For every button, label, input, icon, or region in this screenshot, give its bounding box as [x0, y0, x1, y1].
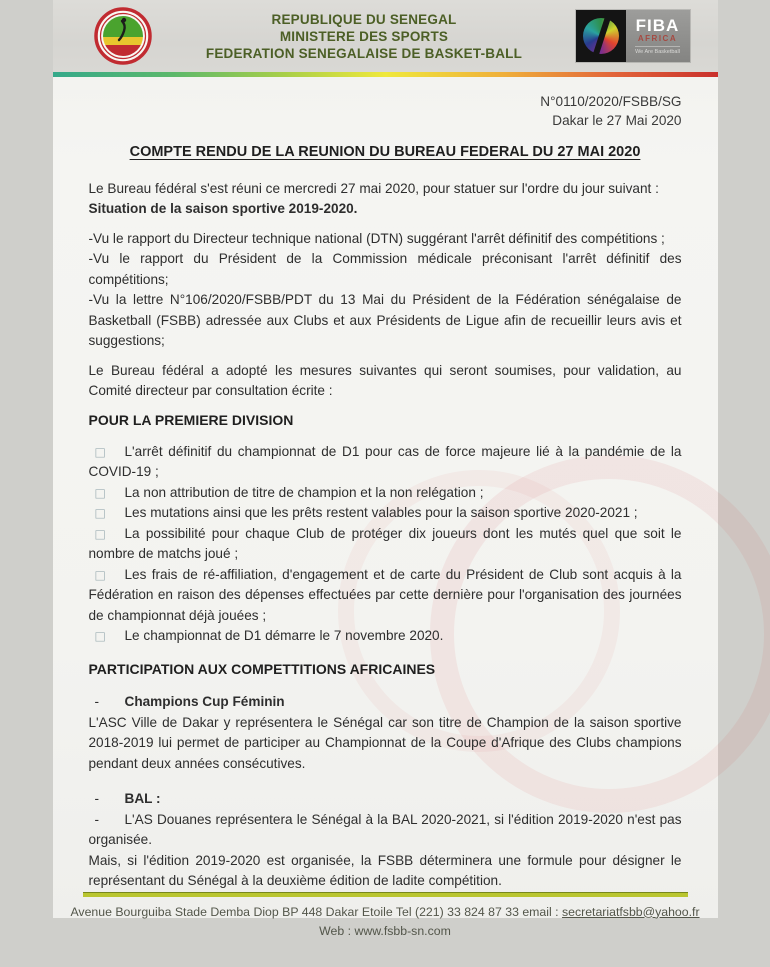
bal-item-text: L'AS Douanes représentera le Sénégal à la BAL 2020-2021, si l'édition 2019-2020 n'est pas organisée.	[89, 812, 682, 848]
champions-cup-title: Champions Cup Féminin	[125, 694, 285, 709]
champions-cup-paragraph: L'ASC Ville de Dakar y représentera le Sénégal car son titre de Champion de la saison sportive 2018-2019 lui permet de participer au Championnat de la Coupe d'Afrique des Clubs champions pendant deux années consécutives.	[89, 713, 682, 775]
reference-block	[89, 92, 682, 130]
d1-measure-text: Les frais de ré-affiliation, d'engagement et de carte du Président de Club sont acquis à la Fédération en raison des dépenses effectuées par cette dernière pour l'organisation des journées de championnat déjà jouées ;	[89, 567, 682, 623]
dateline: Dakar le 27 Mai 2020	[89, 111, 682, 130]
checkbox-bullet-icon: □	[89, 524, 125, 545]
checkbox-bullet-icon: □	[89, 483, 125, 504]
footer-email-link[interactable]: secretariatfsbb@yahoo.fr	[562, 905, 700, 919]
bal-note-paragraph: Mais, si l'édition 2019-2020 est organisée, la FSBB déterminera une formule pour désigner le représentant du Sénégal à la deuxième édition de ladite compétition.	[89, 851, 682, 892]
footer-web-line: Web : www.fsbb-sn.com	[53, 922, 718, 941]
fsbb-crest-logo	[93, 6, 153, 66]
d1-measure-text: Les mutations ainsi que les prêts restent valables pour la saison sportive 2020-2021 ;	[125, 505, 638, 520]
consideration-item: -Vu le rapport du Directeur technique national (DTN) suggérant l'arrêt définitif des compétitions ;	[89, 229, 682, 250]
d1-measure-item	[89, 503, 682, 524]
dash-bullet: -	[89, 810, 125, 831]
scanned-document-page	[53, 0, 718, 918]
fiba-globe-icon	[576, 10, 626, 62]
d1-measure-text: L'arrêt définitif du championnat de D1 pour cas de force majeure lié à la pandémie de la COVID-19 ;	[89, 444, 682, 480]
checkbox-bullet-icon: □	[89, 503, 125, 524]
fiba-wordmark	[626, 10, 690, 62]
d1-measure-item	[89, 626, 682, 647]
checkbox-bullet-icon: □	[89, 442, 125, 463]
footer-divider	[83, 892, 688, 897]
d1-measure-item	[89, 565, 682, 627]
dash-bullet: -	[89, 692, 125, 713]
section-heading-africa: PARTICIPATION AUX COMPETTITIONS AFRICAINES	[89, 659, 682, 680]
document-footer	[53, 892, 718, 967]
letterhead	[53, 0, 718, 72]
considerations	[89, 229, 682, 352]
d1-measure-text: La possibilité pour chaque Club de protéger dix joueurs dont les mutés quel que soit le nombre de matchs joué ;	[89, 526, 682, 562]
section-heading-d1: POUR LA PREMIERE DIVISION	[89, 410, 682, 431]
fiba-name: FIBA	[636, 17, 680, 34]
fiba-region: AFRICA	[638, 34, 677, 44]
checkbox-bullet-icon: □	[89, 565, 125, 586]
d1-measure-text: Le championnat de D1 démarre le 7 novembre 2020.	[125, 628, 444, 643]
consideration-item: -Vu la lettre N°106/2020/FSBB/PDT du 13 Mai du Président de la Fédération sénégalaise de Basketball (FSBB) adressée aux Clubs et aux Présidents de Ligue afin de recueillir leurs avis et suggestions;	[89, 290, 682, 352]
footer-address-line	[53, 903, 718, 922]
fiba-tagline: We Are Basketball	[635, 46, 680, 56]
consideration-item: -Vu le rapport du Président de la Commission médicale préconisant l'arrêt définitif des compétitions;	[89, 249, 682, 290]
agenda-item: Situation de la saison sportive 2019-2020.	[89, 199, 682, 220]
bal-item	[89, 810, 682, 851]
fiba-africa-logo	[576, 10, 690, 62]
ministry-heading	[153, 11, 576, 62]
ministry-line: FEDERATION SENEGALAISE DE BASKET-BALL	[153, 45, 576, 62]
bal-subheading	[89, 789, 682, 810]
champions-cup-subheading	[89, 692, 682, 713]
d1-measure-item	[89, 524, 682, 565]
d1-measure-item	[89, 442, 682, 483]
footer-address: Avenue Bourguiba Stade Demba Diop BP 448 Dakar Etoile Tel (221) 33 824 87 33 email :	[70, 905, 562, 919]
ministry-line: MINISTERE DES SPORTS	[153, 28, 576, 45]
d1-measure-item	[89, 483, 682, 504]
document-body	[53, 77, 718, 892]
intro-line: Le Bureau fédéral s'est réuni ce mercredi 27 mai 2020, pour statuer sur l'ordre du jour suivant :	[89, 179, 682, 200]
bal-title: BAL :	[125, 791, 161, 806]
checkbox-bullet-icon: □	[89, 626, 125, 647]
measures-intro: Le Bureau fédéral a adopté les mesures suivantes qui seront soumises, pour validation, au Comité directeur par consultation écrite :	[89, 361, 682, 402]
intro-paragraph	[89, 179, 682, 220]
document-title: COMPTE RENDU DE LA REUNION DU BUREAU FEDERAL DU 27 MAI 2020	[89, 142, 682, 163]
dash-bullet: -	[89, 789, 125, 810]
reference-number: N°0110/2020/FSBB/SG	[89, 92, 682, 111]
d1-measure-text: La non attribution de titre de champion et la non relégation ;	[125, 485, 484, 500]
ministry-line: REPUBLIQUE DU SENEGAL	[153, 11, 576, 28]
